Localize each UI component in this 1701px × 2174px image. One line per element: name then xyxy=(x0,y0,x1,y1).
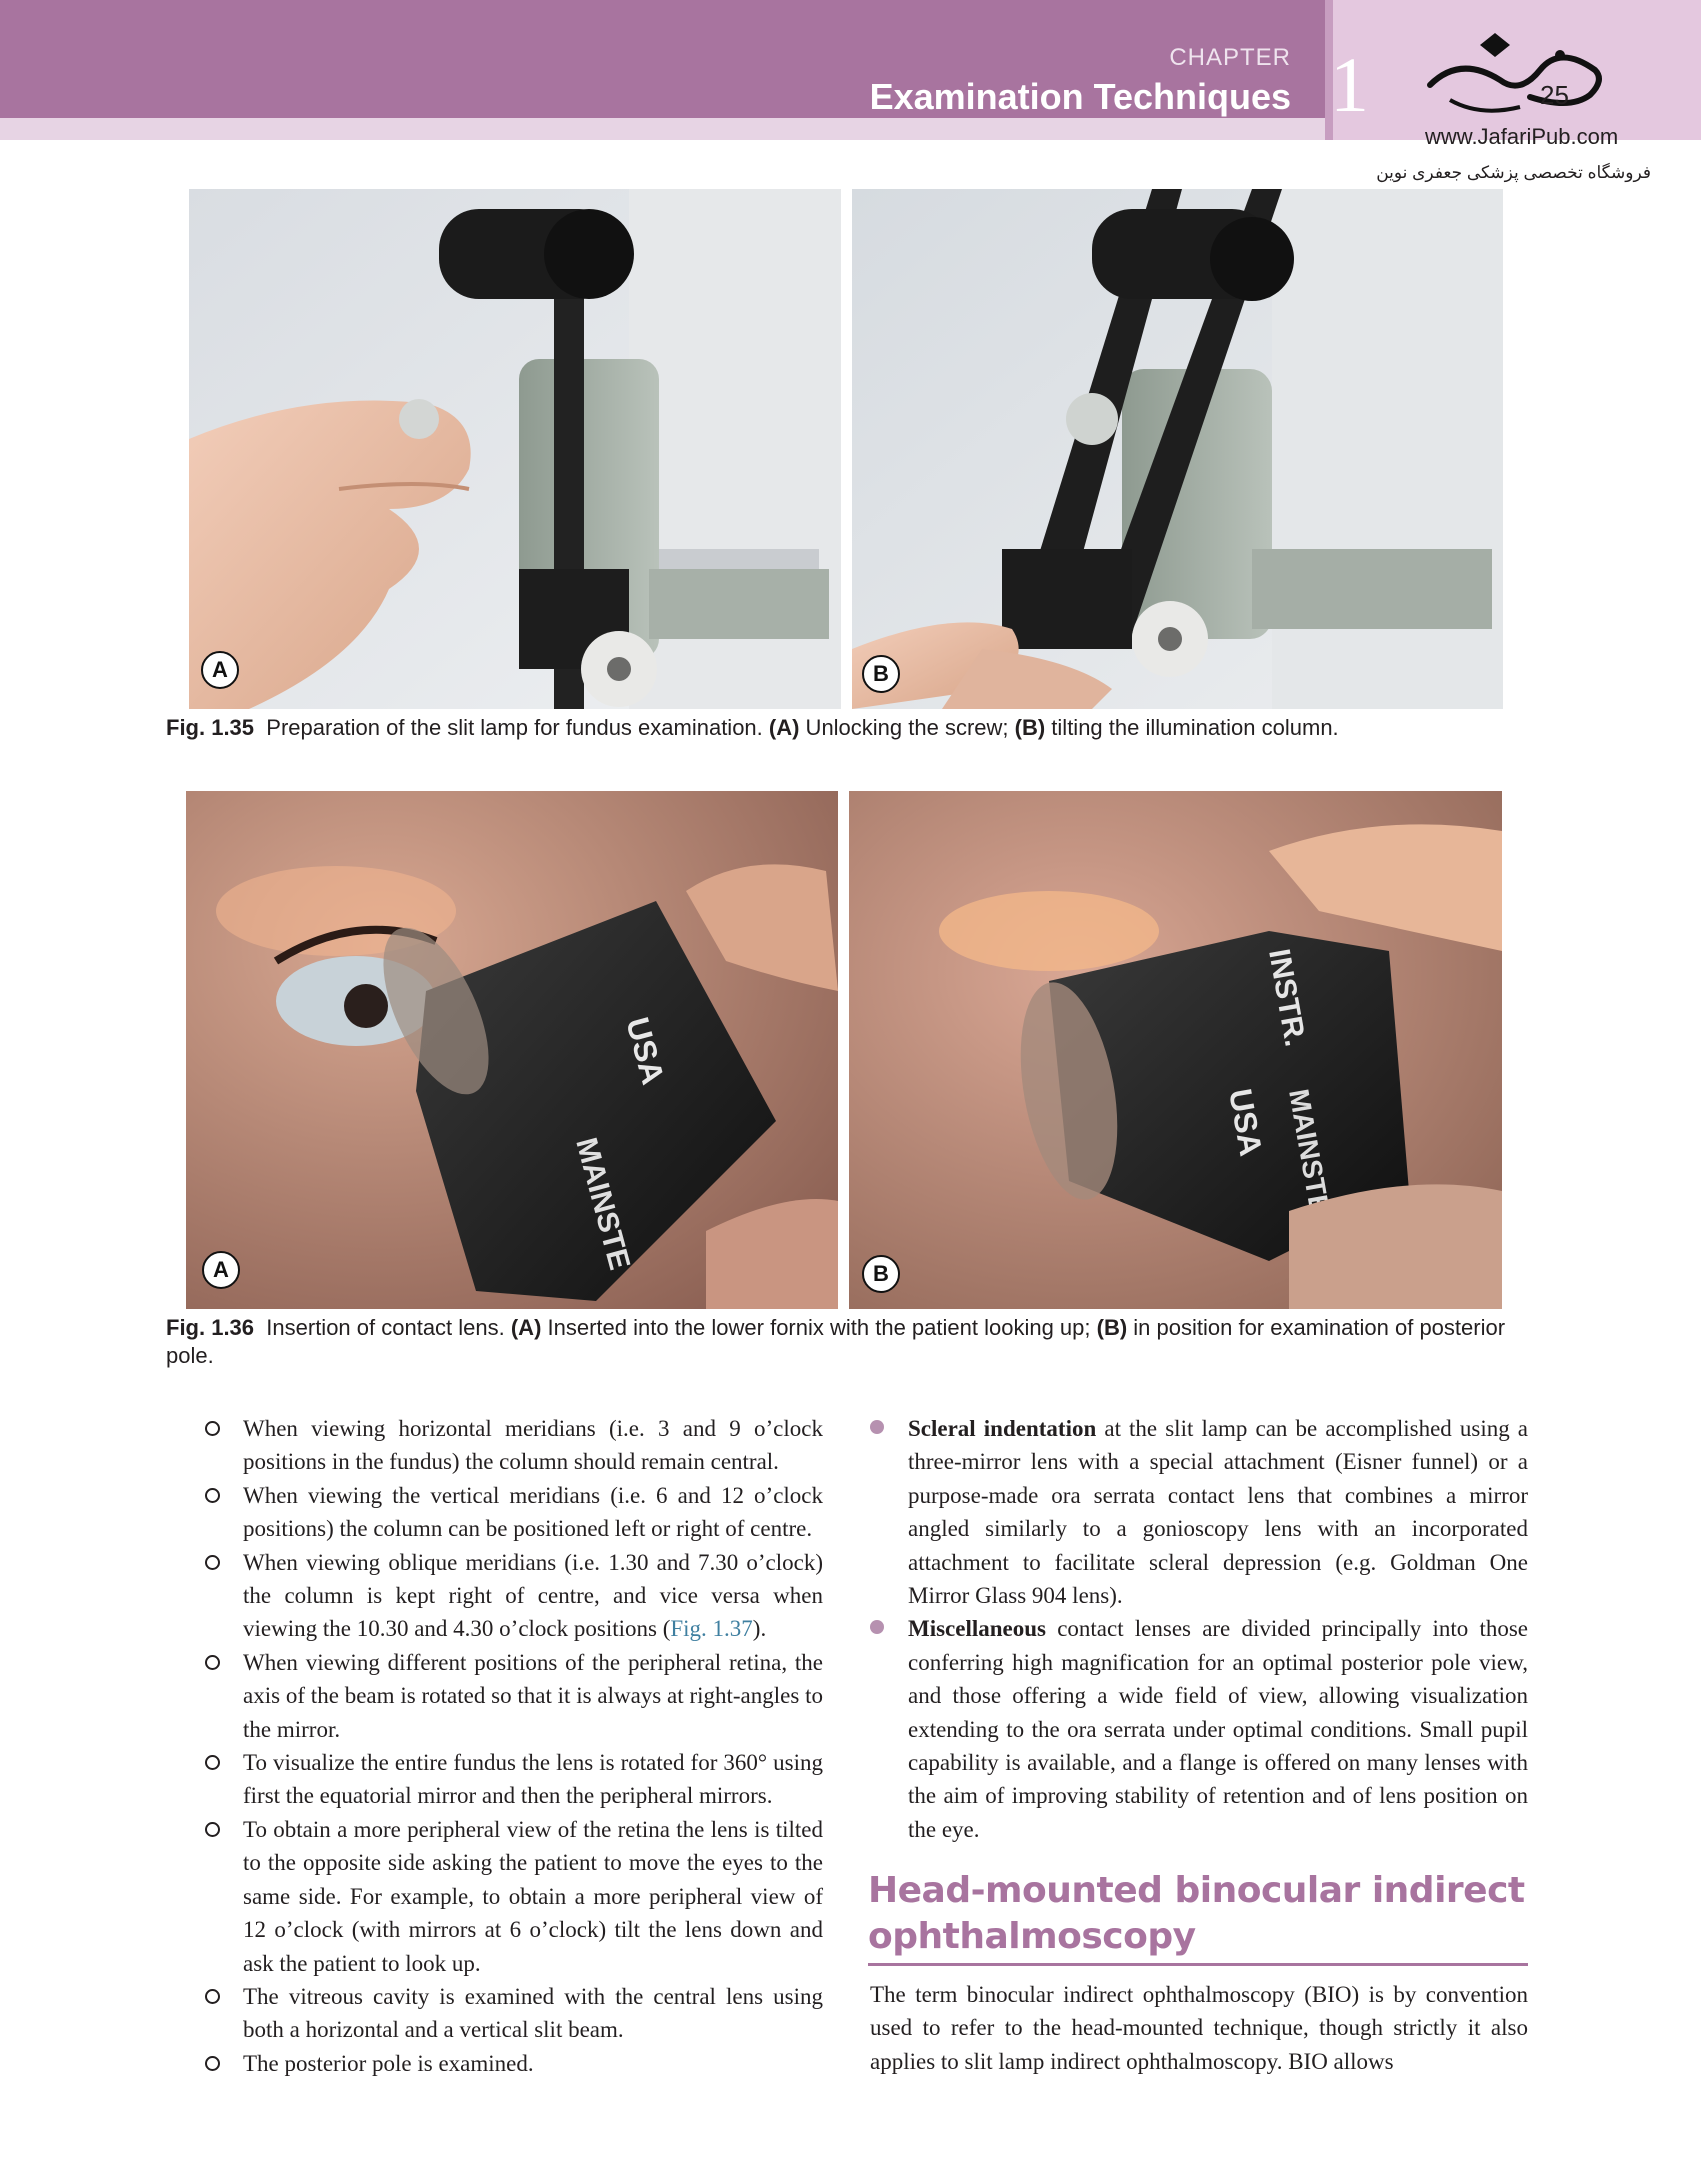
list-item xyxy=(205,1479,823,1546)
hollow-bullet-icon xyxy=(205,1755,220,1770)
chapter-title: Examination Techniques xyxy=(869,76,1291,117)
svg-text:MAINSTE: MAINSTE xyxy=(1283,1086,1336,1217)
figure-link[interactable]: Fig. 1.37 xyxy=(670,1616,753,1642)
filled-bullet-icon xyxy=(870,1620,884,1634)
hollow-bullet-icon xyxy=(205,1488,220,1503)
chapter-number: 1 xyxy=(1330,41,1369,128)
list-item xyxy=(205,2047,823,2080)
publisher-shop-name: فروشگاه تخصصی پزشکی جعفری نوین xyxy=(1376,163,1651,182)
panel-label-a: A xyxy=(201,651,239,689)
list-item xyxy=(205,1646,823,1746)
list-item xyxy=(205,1746,823,1813)
section-heading: Head-mounted binocular indirect ophthalmoscopy xyxy=(868,1870,1525,1957)
list-item-text: When viewing the vertical meridians (i.e. 6 and 12 o’clock positions) the column can be positioned left or right of centre. xyxy=(243,1482,823,1542)
caption-panel-ref: (A) xyxy=(768,715,800,740)
caption-panel-ref: (B) xyxy=(1014,715,1046,740)
sub-bullet-list xyxy=(205,1412,823,2080)
hollow-bullet-icon xyxy=(205,2056,220,2071)
svg-text:INSTR.: INSTR. xyxy=(1262,946,1312,1050)
figure-number: Fig. 1.36 xyxy=(166,1315,255,1340)
figure-1-35a-photo xyxy=(189,189,841,709)
list-item-text: To obtain a more peripheral view of the retina the lens is tilted to the opposite side asking the patient to move the eyes to the same side. For example, to obtain a more peripheral view of 12 o’clock (with mirrors at 6 o’clock) tilt the lens down and ask the patient to look up. xyxy=(243,1816,823,1976)
list-item xyxy=(870,1412,1528,1612)
list-item-text: When viewing oblique meridians (i.e. 1.30 and 7.30 o’clock) the column is kept right of centre, and vice versa when viewing the 10.30 and 4.30 o’clock positions ( xyxy=(243,1549,823,1642)
caption-text: Insertion of contact lens. xyxy=(266,1315,511,1340)
list-item xyxy=(205,1980,823,2047)
caption-text: in position for examination of posterior pole. xyxy=(166,1315,1506,1368)
list-item-text: To visualize the entire fundus the lens is rotated for 360° using first the equatorial mirror and then the peripheral mirrors. xyxy=(243,1750,823,1809)
hollow-bullet-icon xyxy=(205,1655,220,1670)
figure-1-36a-photo xyxy=(186,791,838,1309)
figure-1-35-caption xyxy=(166,714,1526,742)
hollow-bullet-icon xyxy=(205,1822,220,1837)
panel-label-b: B xyxy=(862,1255,900,1293)
figure-number: Fig. 1.35 xyxy=(166,715,255,740)
hollow-bullet-icon xyxy=(205,1989,220,2004)
figure-1-35b-photo xyxy=(852,189,1503,709)
bullet-term: Scleral indentation xyxy=(908,1416,1097,1441)
publisher-logo-icon xyxy=(1420,25,1620,120)
list-item-text: The posterior pole is examined. xyxy=(243,2050,534,2076)
heading-rule xyxy=(868,1963,1528,1966)
right-column xyxy=(870,1412,1528,1846)
hollow-bullet-icon xyxy=(205,1421,220,1436)
caption-text: Unlocking the screw; xyxy=(799,715,1015,740)
figure-1-36b-photo xyxy=(849,791,1502,1309)
list-item xyxy=(205,1412,823,1479)
caption-panel-ref: (A) xyxy=(510,1315,542,1340)
left-column xyxy=(205,1412,823,2080)
chapter-header-underband xyxy=(0,118,1325,140)
hollow-bullet-icon xyxy=(205,1555,220,1570)
svg-text:USA: USA xyxy=(1222,1085,1270,1159)
page-number: 25 xyxy=(1540,80,1569,110)
filled-bullet-icon xyxy=(870,1420,884,1434)
list-item-text: contact lenses are divided principally into those conferring high magnification for an optimal posterior pole view, and those offering a wide field of view, allowing visualization extending to the ora serrata under optimal conditions. Small pupil capability is available, and a flange is offered on many lenses with the aim of improving stability of retention and of lens position on the eye. xyxy=(908,1616,1528,1842)
caption-text: tilting the illumination column. xyxy=(1045,715,1339,740)
chapter-label: CHAPTER xyxy=(1169,44,1291,71)
bullet-term: Miscellaneous xyxy=(908,1616,1046,1642)
caption-panel-ref: (B) xyxy=(1096,1315,1128,1340)
panel-label-a: A xyxy=(202,1251,240,1289)
list-item xyxy=(205,1546,823,1646)
list-item xyxy=(205,1813,823,1980)
panel-label-b: B xyxy=(862,655,900,693)
caption-text: Inserted into the lower fornix with the patient looking up; xyxy=(541,1315,1097,1340)
list-item-text: When viewing horizontal meridians (i.e. 3 and 9 o’clock positions in the fundus) the column should remain central. xyxy=(243,1416,823,1475)
bullet-list xyxy=(870,1412,1528,1846)
caption-text: Preparation of the slit lamp for fundus examination. xyxy=(266,715,769,740)
publisher-website[interactable]: www.JafariPub.com xyxy=(1425,124,1619,149)
list-item-text: The vitreous cavity is examined with the central lens using both a horizontal and a vertical slit beam. xyxy=(243,1983,823,2043)
svg-text:USA: USA xyxy=(619,1013,672,1089)
list-item-text: When viewing different positions of the peripheral retina, the axis of the beam is rotated so that it is always at right-angles to the mirror. xyxy=(243,1649,823,1742)
list-item xyxy=(870,1612,1528,1846)
figure-1-36-caption xyxy=(166,1314,1526,1370)
list-item-text: at the slit lamp can be accomplished using a three-mirror lens with a special attachment (Eisner funnel) or a purpose-made ora serrata contact lens that combines a mirror angled similarly to a gonioscopy lens with an incorporated attachment to facilitate scleral depression (e.g. Goldman One Mirror Glass 904 lens). xyxy=(908,1416,1529,1609)
svg-text:MAINSTE: MAINSTE xyxy=(569,1134,637,1274)
section-paragraph: The term binocular indirect ophthalmoscopy (BIO) is by convention used to refer to the head-mounted technique, though strictly it also applies to slit lamp indirect ophthalmoscopy. BIO allows xyxy=(870,1982,1528,2074)
list-item-text: ). xyxy=(752,1616,767,1642)
